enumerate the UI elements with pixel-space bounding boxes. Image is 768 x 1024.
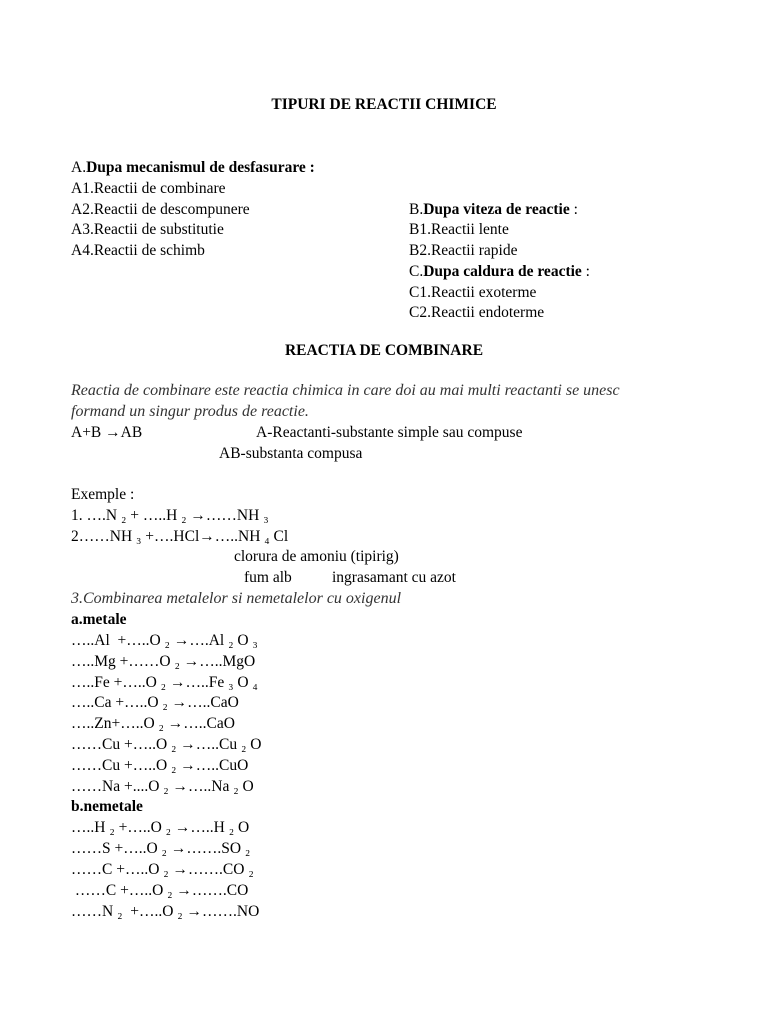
- example-2-note-1: clorura de amoniu (tipirig): [234, 548, 399, 565]
- section-b-item-1: B1.Reactii lente: [409, 221, 509, 238]
- metal-equation: ……Cu +…..O ₂ →…..Cu ₂ O: [71, 736, 262, 753]
- general-equation: A+B →AB: [71, 424, 143, 441]
- nonmetal-equation: …..H ₂ +…..O ₂ →…..H ₂ O: [71, 819, 250, 836]
- nonmetals-label: b.nemetale: [71, 798, 143, 815]
- metals-label: a.metale: [71, 611, 127, 628]
- section-c-item-2: C2.Reactii endoterme: [409, 304, 545, 321]
- definition-line-2: formand un singur produs de reactie.: [71, 403, 309, 420]
- nonmetal-equation: ……S +…..O ₂ →…….SO ₂: [71, 840, 251, 857]
- metal-equation: ……Cu +…..O ₂ →…..CuO: [71, 757, 249, 774]
- example-2-note-2b: ingrasamant cu azot: [332, 569, 456, 586]
- nonmetal-equation: ……C +…..O ₂ →…….CO: [71, 882, 249, 899]
- definition-line-1: Reactia de combinare este reactia chimica in care doi au mai multi reactanti se unesc: [71, 382, 620, 399]
- metal-equation: ……Na +....O ₂ →…..Na ₂ O: [71, 778, 254, 795]
- section-c-heading: C.Dupa caldura de reactie :: [409, 263, 590, 280]
- product-note: AB-substanta compusa: [219, 445, 363, 462]
- section-c-item-1: C1.Reactii exoterme: [409, 284, 537, 301]
- nonmetal-equation: ……C +…..O ₂ →…….CO ₂: [71, 861, 254, 878]
- metal-equation: …..Mg +……O ₂ →…..MgO: [71, 653, 256, 670]
- metal-equation: …..Al +…..O ₂ →….Al ₂ O ₃: [71, 632, 258, 649]
- combinare-title: REACTIA DE COMBINARE: [284, 342, 484, 359]
- document-title: TIPURI DE REACTII CHIMICE: [271, 96, 497, 113]
- reactants-note: A-Reactanti-substante simple sau compuse: [256, 424, 523, 441]
- section-b-item-2: B2.Reactii rapide: [409, 242, 518, 259]
- section-a-heading: A.Dupa mecanismul de desfasurare :: [71, 159, 315, 176]
- example-1: 1. ….N ₂ + …..H ₂ →……NH ₃: [71, 507, 269, 524]
- section-a-item-1: A1.Reactii de combinare: [71, 180, 226, 197]
- section-b-heading: B.Dupa viteza de reactie :: [409, 201, 578, 218]
- section-3-heading: 3.Combinarea metalelor si nemetalelor cu oxigenul: [71, 590, 402, 607]
- section-a-item-2: A2.Reactii de descompunere: [71, 201, 250, 218]
- section-a-item-3: A3.Reactii de substitutie: [71, 221, 224, 238]
- examples-label: Exemple :: [71, 486, 135, 503]
- nonmetal-equation: ……N ₂ +…..O ₂ →…….NO: [71, 903, 260, 920]
- metal-equation: …..Ca +…..O ₂ →…..CaO: [71, 694, 239, 711]
- example-2: 2……NH ₃ +….HCl→…..NH ₄ Cl: [71, 528, 289, 545]
- section-a-item-4: A4.Reactii de schimb: [71, 242, 205, 259]
- metal-equation: …..Fe +…..O ₂ →…..Fe ₃ O ₄: [71, 674, 258, 691]
- example-2-note-2a: fum alb: [244, 569, 292, 586]
- metal-equation: …..Zn+…..O ₂ →…..CaO: [71, 715, 235, 732]
